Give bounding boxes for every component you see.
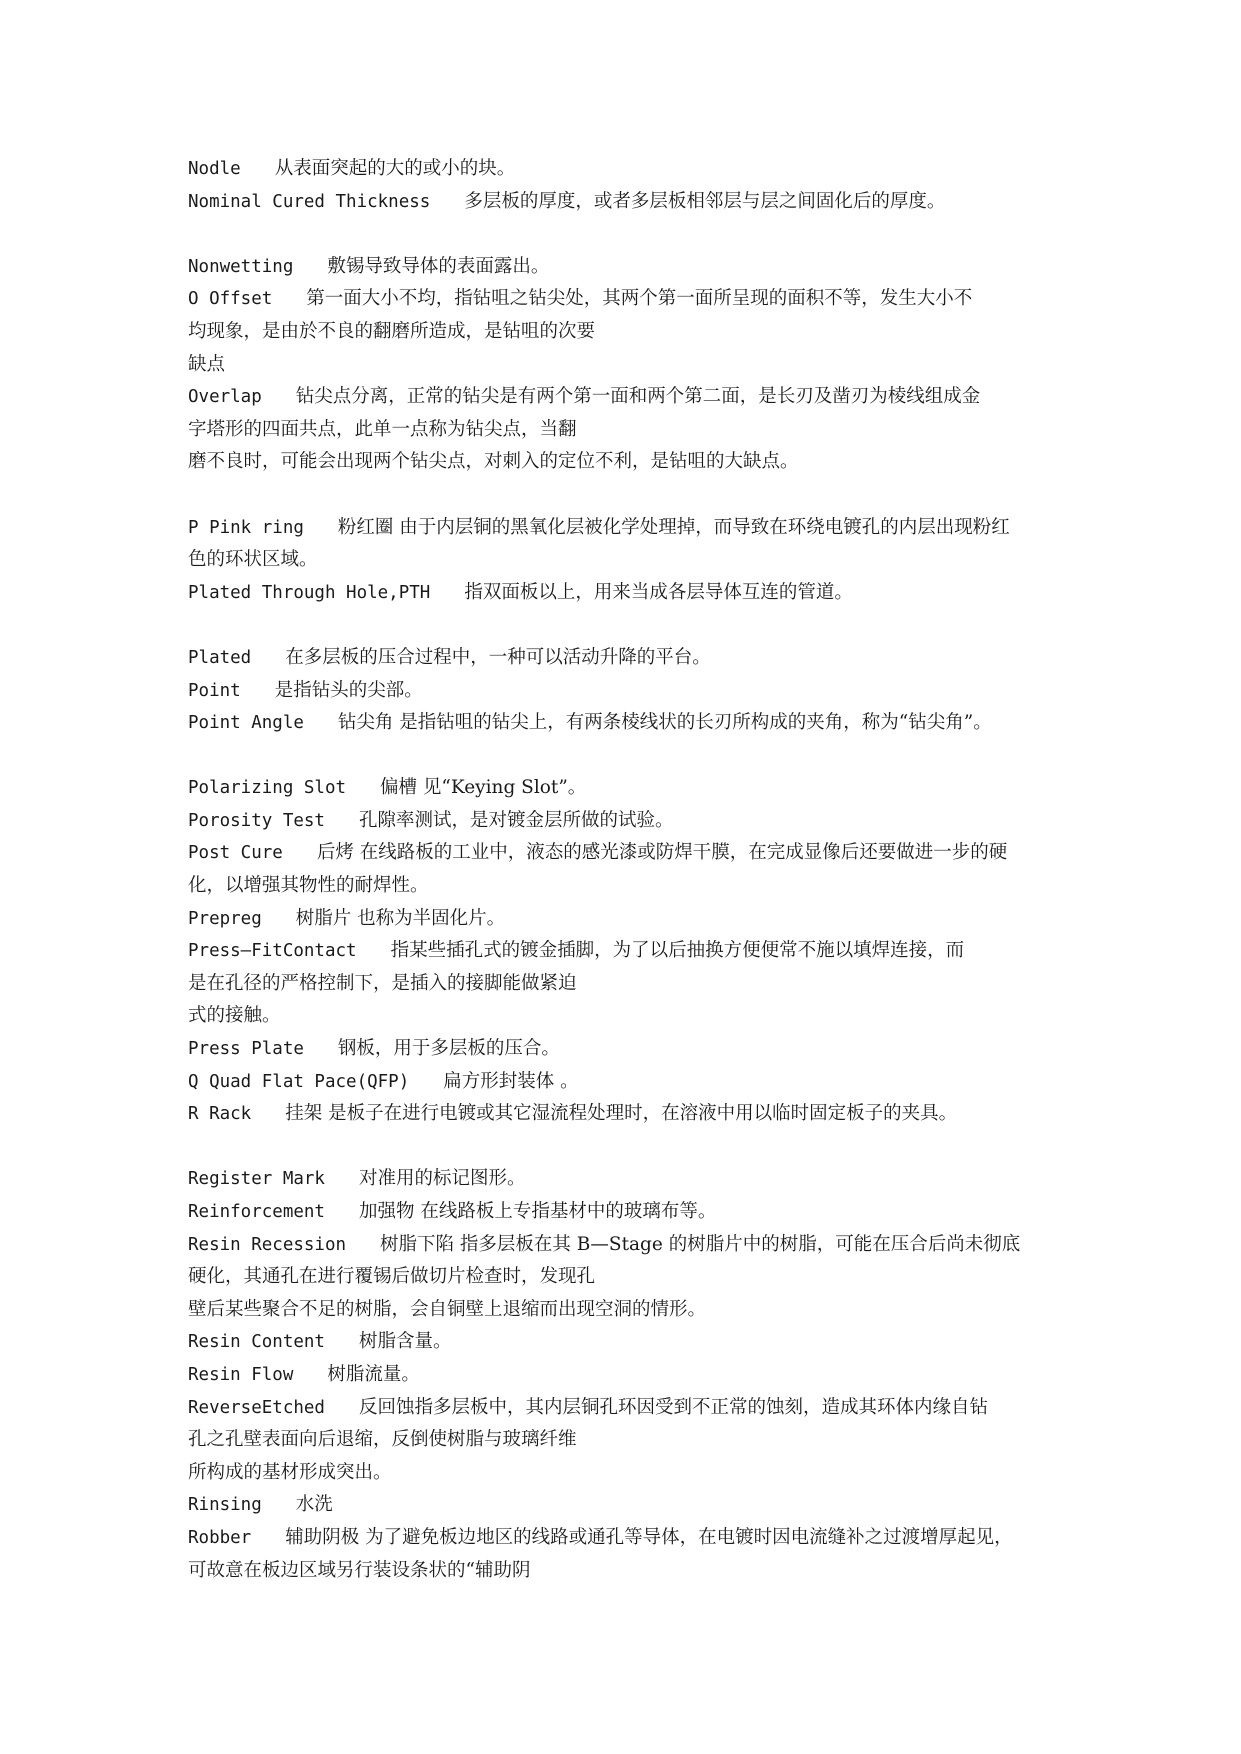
text-line bbox=[188, 935, 1088, 968]
glossary-text: 式的接触。 bbox=[188, 1005, 281, 1027]
glossary-term: P Pink ring bbox=[188, 517, 304, 538]
glossary-text: 树脂片 也称为半固化片。 bbox=[295, 907, 506, 929]
glossary-text: 钢板，用于多层板的压合。 bbox=[337, 1038, 560, 1060]
glossary-term: Porosity Test bbox=[188, 810, 325, 831]
text-line bbox=[188, 642, 1088, 675]
glossary-term: Resin Flow bbox=[188, 1364, 294, 1385]
glossary-term: Reinforcement bbox=[188, 1202, 325, 1222]
glossary-term: Post Cure bbox=[188, 843, 283, 864]
glossary-text: 树脂流量。 bbox=[327, 1363, 420, 1385]
glossary-term: Nodle bbox=[188, 159, 241, 179]
text-line bbox=[188, 1294, 1088, 1327]
text-line bbox=[188, 837, 1088, 870]
glossary-text: 字塔形的四面共点，此单一点称为钻尖点，当翻 bbox=[188, 418, 577, 440]
glossary-term: Resin Content bbox=[188, 1332, 325, 1353]
glossary-text: 均现象，是由於不良的翻磨所造成，是钻咀的次要 bbox=[188, 320, 596, 342]
text-line bbox=[188, 772, 1088, 805]
blank-line bbox=[188, 479, 1088, 512]
glossary-text: 树脂下陷 指多层板在其 B—Stage 的树脂片中的树脂，可能在压合后尚未彻底 bbox=[380, 1233, 1021, 1255]
text-line bbox=[188, 1261, 1088, 1294]
glossary-text: 扁方形封装体 。 bbox=[443, 1070, 579, 1092]
glossary-term: Nominal Cured Thickness bbox=[188, 191, 431, 212]
glossary-text: 反回蚀指多层板中，其内层铜孔环因受到不正常的蚀刻，造成其环体内缘自钻 bbox=[358, 1396, 988, 1418]
glossary-text: 钻尖角 是指钻咀的钻尖上，有两条棱线状的长刃所构成的夹角，称为“钻尖角”。 bbox=[337, 712, 992, 734]
glossary-term: R Rack bbox=[188, 1104, 252, 1125]
text-line bbox=[188, 381, 1088, 414]
text-line bbox=[188, 1098, 1088, 1131]
glossary-text: 孔隙率测试，是对镀金层所做的试验。 bbox=[358, 809, 674, 831]
text-line bbox=[188, 1163, 1088, 1196]
text-line bbox=[188, 1555, 1088, 1588]
glossary-term: ReverseEtched bbox=[188, 1397, 325, 1418]
glossary-text: 指双面板以上，用来当成各层导体互连的管道。 bbox=[464, 581, 853, 603]
blank-line bbox=[188, 740, 1088, 773]
glossary-term: Press Plate bbox=[188, 1039, 304, 1060]
glossary-text: 孔之孔壁表面向后退缩，反倒使树脂与玻璃纤维 bbox=[188, 1429, 577, 1451]
glossary-term: Plated bbox=[188, 647, 252, 668]
text-line bbox=[188, 1457, 1088, 1490]
glossary-text: 加强物 在线路板上专指基材中的玻璃布等。 bbox=[358, 1201, 717, 1222]
text-line bbox=[188, 1229, 1088, 1262]
glossary-term: Robber bbox=[188, 1527, 252, 1548]
glossary-text: 所构成的基材形成突出。 bbox=[188, 1461, 392, 1483]
text-line bbox=[188, 414, 1088, 447]
glossary-text: 钻尖点分离，正常的钻尖是有两个第一面和两个第二面，是长刃及凿刃为棱线组成金 bbox=[295, 386, 981, 408]
text-line bbox=[188, 446, 1088, 479]
glossary-text: 对准用的标记图形。 bbox=[358, 1168, 526, 1190]
glossary-text: 后烤 在线路板的工业中，液态的感光漆或防焊干膜，在完成显像后还要做进一步的硬 bbox=[316, 842, 1008, 864]
text-line bbox=[188, 1066, 1088, 1099]
glossary-text: 是指钻头的尖部。 bbox=[274, 679, 423, 701]
text-line bbox=[188, 1489, 1088, 1522]
glossary-text: 是在孔径的严格控制下，是插入的接脚能做紧迫 bbox=[188, 972, 577, 994]
text-line bbox=[188, 1392, 1088, 1425]
glossary-text: 在多层板的压合过程中，一种可以活动升降的平台。 bbox=[285, 646, 711, 668]
text-line bbox=[188, 1033, 1088, 1066]
blank-line bbox=[188, 1131, 1088, 1164]
glossary-text: 色的环状区域。 bbox=[188, 549, 318, 571]
text-line bbox=[188, 251, 1088, 284]
blank-line bbox=[188, 609, 1088, 642]
glossary-text: 敷锡导致导体的表面露出。 bbox=[327, 255, 550, 277]
text-line bbox=[188, 283, 1088, 316]
text-line bbox=[188, 903, 1088, 936]
glossary-text: 指某些插孔式的镀金插脚，为了以后抽换方便便常不施以填焊连接，而 bbox=[390, 940, 965, 962]
glossary-term: Resin Recession bbox=[188, 1234, 347, 1255]
glossary-term: Point Angle bbox=[188, 713, 304, 734]
text-line bbox=[188, 805, 1088, 838]
glossary-text: 从表面突起的大的或小的块。 bbox=[274, 158, 516, 179]
glossary-term: Polarizing Slot bbox=[188, 778, 347, 799]
glossary-text: 缺点 bbox=[188, 353, 226, 375]
glossary-term: Q Quad Flat Pace(QFP) bbox=[188, 1071, 410, 1092]
text-line bbox=[188, 316, 1088, 349]
text-line bbox=[188, 675, 1088, 708]
text-line bbox=[188, 968, 1088, 1001]
text-line bbox=[188, 153, 1088, 186]
glossary-term: Overlap bbox=[188, 387, 262, 408]
glossary-term: Nonwetting bbox=[188, 256, 294, 277]
text-line bbox=[188, 1000, 1088, 1033]
glossary-text: 多层板的厚度，或者多层板相邻层与层之间固化后的厚度。 bbox=[464, 190, 946, 212]
glossary-term: Plated Through Hole,PTH bbox=[188, 582, 431, 603]
text-line bbox=[188, 349, 1088, 382]
text-line bbox=[188, 1522, 1088, 1555]
glossary-text: 壁后某些聚合不足的树脂，会自铜壁上退缩而出现空洞的情形。 bbox=[188, 1298, 707, 1320]
text-line bbox=[188, 577, 1088, 610]
glossary-text: 辅助阴极 为了避免板边地区的线路或通孔等导体，在电镀时因电流缝补之过渡增厚起见， bbox=[285, 1526, 1013, 1548]
glossary-term: Prepreg bbox=[188, 908, 262, 929]
glossary-text: 化，以增强其物性的耐焊性。 bbox=[188, 875, 429, 897]
glossary-text: 硬化，其通孔在进行覆锡后做切片检查时，发现孔 bbox=[188, 1266, 596, 1288]
text-line bbox=[188, 870, 1088, 903]
document-page bbox=[188, 153, 1088, 1587]
glossary-text: 磨不良时，可能会出现两个钻尖点，对刺入的定位不利，是钻咀的大缺点。 bbox=[188, 451, 799, 473]
glossary-term: Register Mark bbox=[188, 1169, 325, 1190]
glossary-text: 粉红圈 由于内层铜的黑氧化层被化学处理掉，而导致在环绕电镀孔的内层出现粉红 bbox=[337, 516, 1010, 538]
text-line bbox=[188, 186, 1088, 219]
text-line bbox=[188, 707, 1088, 740]
glossary-text: 挂架 是板子在进行电镀或其它湿流程处理时，在溶液中用以临时固定板子的夹具。 bbox=[285, 1103, 958, 1125]
glossary-text: 树脂含量。 bbox=[358, 1331, 452, 1353]
glossary-term: Point bbox=[188, 680, 241, 701]
glossary-text: 偏槽 见“Keying Slot”。 bbox=[380, 777, 587, 799]
glossary-text: 可故意在板边区域另行装设条状的“辅助阴 bbox=[188, 1559, 531, 1581]
glossary-term: O Offset bbox=[188, 289, 273, 310]
text-line bbox=[188, 1424, 1088, 1457]
blank-line bbox=[188, 218, 1088, 251]
text-line bbox=[188, 1359, 1088, 1392]
text-line bbox=[188, 1196, 1088, 1229]
glossary-term: Press—FitContact bbox=[188, 941, 357, 962]
text-line bbox=[188, 512, 1088, 545]
glossary-term: Rinsing bbox=[188, 1495, 262, 1516]
glossary-text: 第一面大小不均，指钻咀之钻尖处，其两个第一面所呈现的面积不等，发生大小不 bbox=[306, 288, 973, 310]
text-line bbox=[188, 1326, 1088, 1359]
text-line bbox=[188, 544, 1088, 577]
glossary-text: 水洗 bbox=[295, 1494, 333, 1516]
